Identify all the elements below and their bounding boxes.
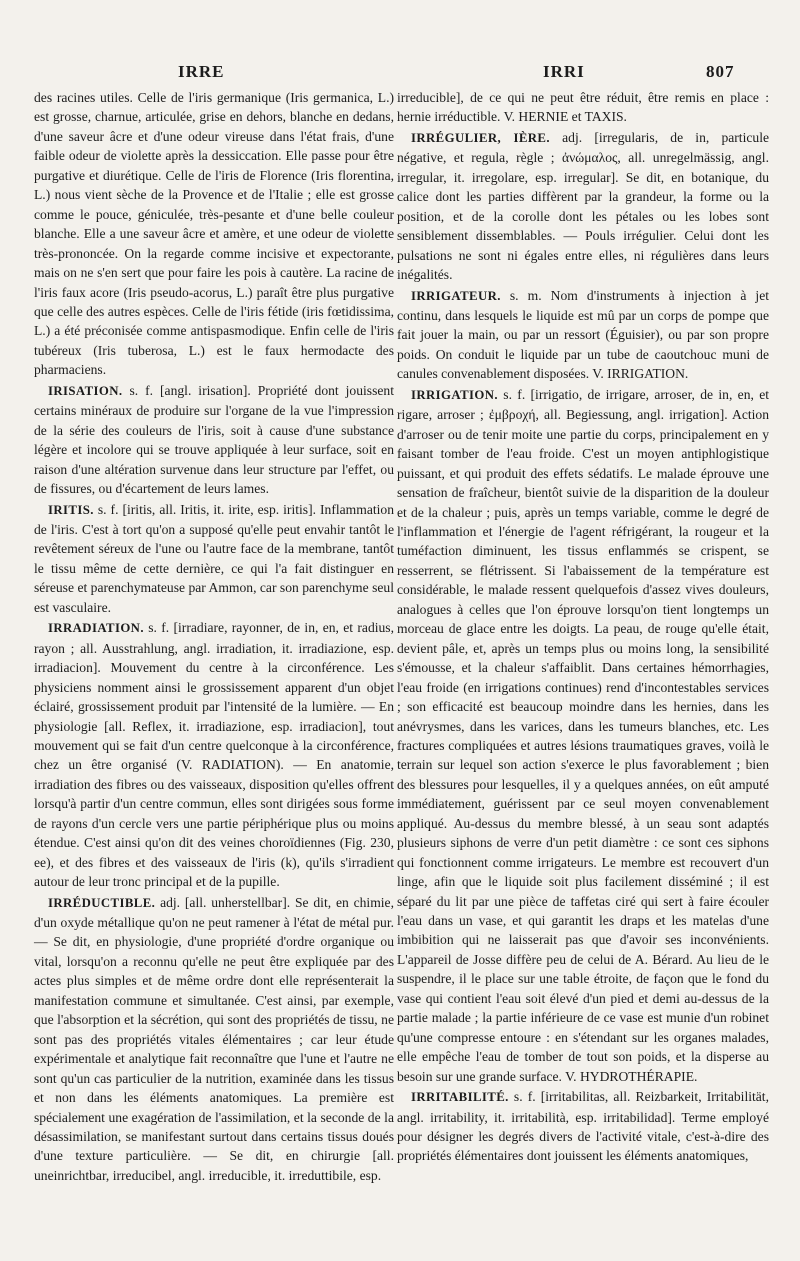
entry-headword: IRRIGATION. bbox=[411, 387, 498, 402]
entry-text: s. m. Nom d'instruments à injection à jet continu, dans lesquels le liquide est mû par un corps de pompe que fait jouer la main, ou par un ressort (Éguisier), ou par son propre poids. On conduit le liquide par un tube de caoutchouc muni de canules convenablement disposées. V. IRRIGATION. bbox=[397, 287, 769, 382]
right-column bbox=[397, 88, 769, 1167]
entry-continuation-irreductible bbox=[397, 88, 769, 127]
entry-irrigation bbox=[397, 385, 769, 1086]
entry-text: s. f. [angl. irisation]. Propriété dont jouissent certains minéraux de produire sur l'organe de la vue l'impression de la série des couleurs de l'iris, soit à cause d'une substance légère et incolore qui se trouve appliquée à leur surface, soit en raison d'une altération survenue dans leur structure par l'effet, ou de fissures, ou d'écartement de leurs lames. bbox=[34, 382, 394, 497]
entry-headword: IRRÉDUCTIBLE. bbox=[48, 895, 156, 910]
running-header bbox=[0, 62, 800, 86]
entry-irisation bbox=[34, 381, 394, 499]
entry-text: adj. [all. unherstellbar]. Se dit, en chimie, d'un oxyde métallique qu'on ne peut ramener à l'état de métal pur. — Se dit, en physiologie, d'une propriété d'ordre organique ou vital, lorsqu'on a reconnu qu'elle ne peut être expliquée par des actes plus simples et de même ordre dont elle représenterait la manifestation commune et simultanée. C'est ainsi, par exemple, que l'absorption et la sécrétion, qui sont des propriétés de tissu, ne sont pas des propriétés vitales élémentaires ; car leur étude expérimentale et analytique fait reconnaître que l'une et l'autre ne sont qu'un cas particulier de la nutrition, examinée dans les tissus et non dans les éléments anatomiques. La première est spécialement une exagération de l'assimilation, et la seconde de la désassimilation, se manifestant surtout dans certains tissus doués d'une texture particulière. — Se dit, en chirurgie [all. uneinrichtbar, irreducibel, angl. irreducible, it. irreduttibile, esp. bbox=[34, 894, 394, 1183]
entry-irritabilite bbox=[397, 1087, 769, 1166]
entry-irrigateur bbox=[397, 286, 769, 384]
entry-continuation-iris bbox=[34, 88, 394, 380]
right-running-head: IRRI bbox=[543, 62, 585, 81]
entry-text: irreducible], de ce qui ne peut être réduit, être remis en place : hernie irréductible. V. HERNIE et TAXIS. bbox=[397, 90, 769, 125]
entry-text: s. f. [iritis, all. Iritis, it. irite, esp. iritis]. Inflammation de l'iris. C'est à tort qu'on a supposé qu'elle peut envahir tantôt le revêtement séreux de l'une ou l'autre face de la membrane, tantôt le tissu même de cette dernière, ce qui l'a fait distinguer en séreuse et parenchymateuse par Ammon, car son parenchyme seul est vasculaire. bbox=[34, 501, 394, 615]
entry-headword: IRRITABILITÉ. bbox=[411, 1090, 509, 1105]
entry-iritis bbox=[34, 500, 394, 618]
left-running-head: IRRE bbox=[178, 62, 225, 81]
entry-headword: IRITIS. bbox=[48, 502, 94, 517]
entry-text: s. f. [irrigatio, de irrigare, arroser, de in, en, et rigare, arroser ; ἐμβροχή, all. Begiessung, angl. irrigation]. Action d'arroser ou de tenir moite une partie du corps, principalement en y faisant tomber de l'eau froide. C'est un moyen antiphlogistique puissant, et qui produit des effets sédatifs. Le malade éprouve une sensation de fraîcheur, bientôt suivie de la disparition de la douleur et de la chaleur ; puis, après un temps variable, comme le degré de l'inflammation et l'énergie de l'agent réfrigérant, la rougeur et la tuméfaction diminuent, les tissus enflammés se crispent, se resserrent, se flétrissent. Si l'abaissement de la température est considérable, le malade ressent quelquefois d'assez vives douleurs, analogues à celles que l'on éprouve lorsqu'on tient longtemps un morceau de glace entre les doigts. La peau, de rouge qu'elle était, devient pâle, et, après un temps plus ou moins long, la sensibilité s'émousse, et la chaleur s'affaiblit. Dans certaines hémorrhagies, l'eau froide (en irrigations continues) rend d'incontestables services ; son efficacité est beaucoup moindre dans les hernies, dans les anévrysmes, dans les varices, dans les tumeurs blanches, etc. Les fractures compliquées et autres lésions traumatiques graves, voilà le terrain sur lequel son action s'exerce le plus favorablement ; bien des blessures pour lesquelles, il y a quelques années, on eût amputé immédiatement, guérissent par ce seul moyen convenablement appliqué. Au-dessus du membre blessé, à un seau sont adaptés plusieurs siphons de verre d'un petit diamètre : ce sont ces siphons qui fonctionnent comme irrigateurs. Le membre est recouvert d'un linge, afin que le liquide soit plus facilement disséminé ; il est séparé du lit par une pièce de taffetas ciré qui sert à faire écouler l'eau dans un vase, et qui garantit les draps et les matelas d'une imbibition qui ne laisserait pas que d'avoir ses inconvénients. L'appareil de Josse diffère peu de celui de A. Bérard. Au lieu de le suspendre, il le place sur une table étroite, de façon que le fond du vase qui contient l'eau soit élevé d'un pied et demi au-dessus de la partie malade ; la partie inférieure de ce vase est munie d'un robinet qu'une compresse entoure : en s'étendant sur les organes malades, elle empêche l'eau de tomber de tout son poids, et la disperse au besoin sur une grande surface. V. HYDROTHÉRAPIE. bbox=[397, 386, 769, 1084]
page-number: 807 bbox=[706, 62, 735, 81]
entry-headword: IRRÉGULIER, IÈRE. bbox=[411, 130, 550, 145]
entry-irradiation bbox=[34, 618, 394, 891]
entry-text: s. f. [irradiare, rayonner, de in, en, et radius, rayon ; all. Ausstrahlung, angl. irradiation, it. irradiazione, esp. irradiacion]. Mouvement du centre à la circonférence. Les physiciens nomment ainsi le grossissement apparent d'un objet éclairé, grossissement produit par l'intensité de la lumière. — En physiologie [all. Reflex, it. irradiazione, esp. irradiacion], tout mouvement qui se fait d'un centre quelconque à la circonférence, chez un être organisé (V. RADIATION). — En anatomie, irradiation des fibres ou des vaisseaux, disposition qu'elles offrent lorsqu'à partir d'un centre commun, elles sont dirigées sous forme de rayons d'un cercle vers une partie périphérique plus ou moins étendue. C'est ainsi qu'on dit des veines choroïdiennes (Fig. 230, ee), et des fibres et des vaisseaux de l'iris (k), qu'ils s'irradient autour de leur tronc principal et de la pupille. bbox=[34, 620, 394, 890]
entry-irreductible bbox=[34, 893, 394, 1186]
entry-text: adj. [irregularis, de in, particule négative, et regula, règle ; ἀνώμαλος, all. unregelmässig, angl. irregular, it. irregolare, esp. irregular]. Se dit, en botanique, du calice dont les parties diffèrent par la grandeur, la forme ou la position, et de la corolle dont les pétales ou les lobes sont sensiblement dissemblables. — Pouls irrégulier. Celui dont les pulsations ne sont ni égales entre elles, ni régulières dans leurs inégalités. bbox=[397, 129, 770, 283]
entry-text: s. f. [irritabilitas, all. Reizbarkeit, Irritabilität, angl. irritability, it. irritabilità, esp. irritabilidad]. Terme employé pour désigner les degrés divers de l'activité vitale, c'est-à-dire des propriétés élémentaires dont jouissent les éléments anatomiques, bbox=[397, 1089, 769, 1164]
left-column bbox=[34, 88, 394, 1186]
entry-headword: IRRADIATION. bbox=[48, 621, 144, 636]
entry-text: des racines utiles. Celle de l'iris germanique (Iris germanica, L.) est grosse, charnue, articulée, grise en dehors, blanche en dedans, d'une saveur âcre et d'une odeur vireuse dans l'état frais, d'une faible odeur de violette après la dessiccation. Elle passe pour être purgative et diurétique. Celle de l'iris de Florence (Iris florentina, L.) nous vient sèche de la Provence et de l'Italie ; elle est grosse comme le pouce, géniculée, très-pesante et d'une belle couleur blanche. Elle a une saveur âcre et amère, et une odeur de violette très-prononcée. On la regarde comme incisive et expectorante, mais on ne s'en sert que pour faire les pois à cautère. La racine de l'iris faux acore (Iris pseudo-acorus, L.) paraît être plus purgative que celle des autres espèces. Celle de l'iris fétide (iris fœtidissima, L.) a été préconisée comme antispasmodique. Enfin celle de l'iris tubéreux (Iris tuberosa, L.) est le faux hermodacte des pharmaciens. bbox=[34, 90, 394, 378]
entry-irregulier bbox=[397, 128, 769, 285]
entry-headword: IRRIGATEUR. bbox=[411, 288, 501, 303]
entry-headword: IRISATION. bbox=[48, 383, 123, 398]
